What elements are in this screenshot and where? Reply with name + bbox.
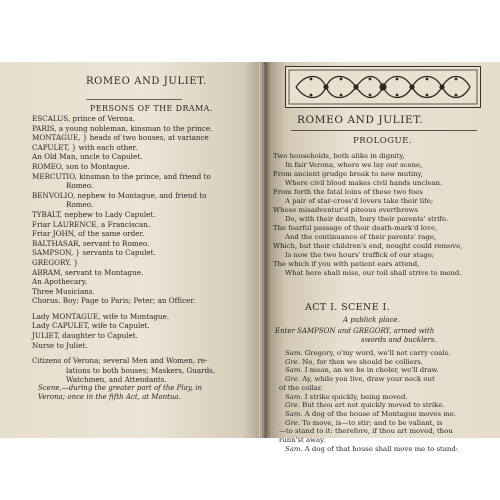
speaker-name: Sam. (285, 349, 303, 357)
dialogue-line (273, 375, 497, 384)
scene-place: A publick place. (343, 316, 400, 324)
speech-text: Gregory, o'my word, we'll not carry coals. (304, 349, 451, 357)
scene-note (38, 384, 248, 402)
speaker-name: Gre. (285, 418, 301, 427)
cast-entry: BALTHASAR, servant to Romeo. (32, 238, 150, 248)
cast-entry: Romeo. (66, 181, 94, 191)
dialogue-line (273, 366, 497, 375)
speech-text: —to stand to it: therefore, if thou art moved, thou (279, 427, 453, 436)
dialogue-line (273, 445, 497, 454)
left-page-title: ROMEO AND JULIET. (86, 76, 207, 87)
cast-entry: BENVOLIO, nephew to Montague, and friend to (32, 190, 207, 200)
speaker-name: Gre. (285, 375, 301, 384)
dialogue-line (273, 436, 497, 445)
book-gutter (259, 62, 271, 438)
cast-entry: JULIET, daughter to Capulet. (32, 331, 138, 341)
speaker-name: Gre. (285, 357, 301, 366)
prologue-heading: PROLOGUE. (353, 136, 413, 146)
verse-line: From ancient grudge break to new mutiny, (273, 170, 423, 178)
cast-entry: Friar JOHN, of the same order. (32, 229, 145, 239)
verse-line: The which if you with patient ears attend, (273, 260, 420, 268)
speech-text: No, for then we should be colliers. (302, 357, 423, 366)
dialogue-line (273, 419, 497, 428)
speaker-name: Sam. (285, 366, 303, 375)
act-heading: ACT I. SCENE I. (305, 302, 391, 313)
dialogue-line (273, 349, 497, 358)
cast-entry: MONTAGUE, } heads of two houses, at variance (32, 133, 209, 143)
speaker-name: Sam. (285, 392, 303, 401)
scene-note-line: Verona; once in the fifth Act, at Mantua. (38, 393, 181, 401)
verse-line: From forth the fatal loins of these two foes (273, 188, 423, 196)
cast-entry: Lady MONTAGUE, wife to Montague. (32, 311, 170, 321)
speech-text: To move, is—to stir; and to be valiant, is (302, 418, 443, 427)
dialogue-line (273, 401, 497, 410)
stage-direction-line: swords and bucklers. (361, 336, 437, 344)
cast-entry: An Old Man, uncle to Capulet. (32, 152, 143, 162)
cast-entry: Three Musicians. (32, 286, 95, 296)
cast-entry: PARIS, a young nobleman, kinsman to the prince. (32, 123, 213, 133)
verse-line: Which, but their children's end, nought could remove, (273, 242, 463, 250)
verse-line: What here shall miss, our toil shall strive to mend. (285, 269, 462, 277)
cast-entry: TYBALT, nephew to Lady Capulet. (32, 209, 156, 219)
stage-direction-line: Enter SAMPSON and GREGORY, armed with (275, 327, 435, 335)
verse-line: Whose misadventur'd piteous overthrows (273, 206, 418, 214)
verse-line: A pair of star-cross'd lovers take their life; (285, 197, 434, 205)
speech-text: A dog of that house shall move me to stand: (304, 444, 459, 453)
speech-text: runn'st away. (279, 436, 326, 445)
cast-entry: An Apothecary. (32, 277, 88, 287)
speech-text: A dog of the house of Montague moves me. (304, 409, 456, 418)
stage-direction (275, 327, 495, 345)
cast-entry: Romeo. (66, 200, 94, 210)
open-book (0, 62, 500, 453)
title-rule (86, 99, 182, 100)
verse-line: Where civil blood makes civil hands unclean. (285, 179, 443, 187)
cast-entry: ESCALUS, prince of Verona. (32, 114, 136, 123)
verse-line: Is now the two hours' traffick of our stage; (285, 251, 435, 259)
title-rule (291, 130, 477, 131)
verse-line: Do, with their death, bury their parents' strife. (285, 215, 449, 223)
dialogue-line (273, 393, 497, 402)
dialogue-line (273, 410, 497, 419)
speech-text: Ay, while you live, draw your neck out (302, 375, 435, 384)
persons-heading: PERSONS OF THE DRAMA. (90, 104, 213, 113)
cast-entry: Citizens of Verona; several Men and Women, re- (32, 356, 208, 366)
cast-entry: Nurse to Juliet. (32, 340, 88, 350)
cast-entry: lations to both houses; Maskers, Guards, (66, 365, 216, 375)
speech-text: I strike quickly, being moved. (304, 392, 408, 401)
cast-entry: CAPULET, } with each other. (32, 142, 138, 152)
cast-entry: Chorus. Boy; Page to Paris; Peter; an Officer. (32, 296, 196, 306)
verse-line: The fearful passage of their death-mark'd love, (273, 224, 438, 232)
cast-list (32, 114, 252, 385)
cast-entry: SAMPSON, } servants to Capulet. (32, 248, 156, 258)
speaker-name: Sam. (285, 409, 303, 418)
cast-entry: ROMEO, son to Montague. (32, 161, 130, 171)
cast-entry: ABRAM, servant to Montague. (32, 267, 144, 277)
left-page (0, 62, 265, 438)
right-page (265, 62, 500, 453)
scene-note-line: Scene,—during the greater part of the Play, in (38, 384, 202, 392)
dialogue (273, 349, 497, 453)
dialogue-line (273, 427, 497, 436)
dialogue-line (273, 384, 497, 393)
cast-entry: Lady CAPULET, wife to Capulet. (32, 321, 150, 331)
right-page-title: ROMEO AND JULIET. (297, 114, 424, 126)
dialogue-line (273, 358, 497, 367)
floral-headpiece-ornament-icon (285, 66, 481, 108)
cast-entry: MERCUTIO, kinsman to the prince, and friend to (32, 171, 211, 181)
speaker-name: Sam. (285, 444, 303, 453)
speech-text: I mean, an we be in choler, we'll draw. (304, 366, 439, 375)
cast-entry: Friar LAURENCE, a Franciscan. (32, 219, 151, 229)
speech-text: But thou art not quickly moved to strike. (302, 401, 445, 410)
cast-entry: GREGORY, } (32, 257, 79, 267)
speech-text: of the collar. (279, 383, 323, 392)
verse-line: And the continuance of their parents' rage, (285, 233, 437, 241)
prologue-verse (273, 152, 495, 278)
verse-line: In fair Verona, where we lay our scene, (285, 161, 423, 169)
speaker-name: Gre. (285, 401, 301, 410)
cast-entry: Watchmen, and Attendants. (66, 375, 167, 385)
verse-line: Two households, both alike in dignity, (273, 152, 405, 160)
